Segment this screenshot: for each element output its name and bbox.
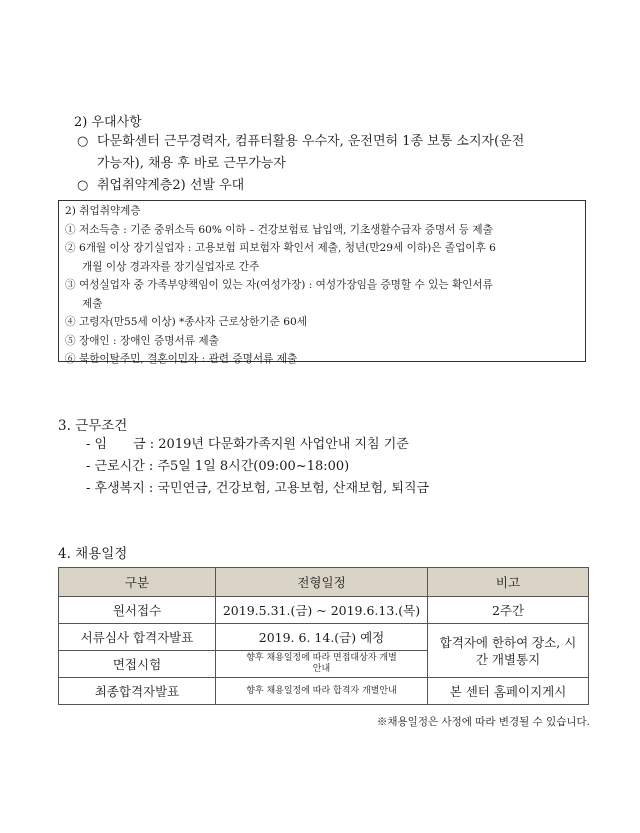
row-date: 향후 채용일정에 따라 면접대상자 개별안내: [216, 651, 428, 678]
preference-item-1: [77, 131, 597, 175]
vulnerable-line-5: ⑤ 장애인 : 장애인 증명서류 제출: [65, 334, 219, 347]
preference-title: 2) 우대사항: [74, 115, 142, 130]
row-note: 2주간: [428, 597, 589, 624]
vulnerable-groups-box: [58, 200, 586, 365]
vulnerable-line-3: ③ 여성실업자 중 가족부양책임이 있는 자(여성가장) : 여성가장임을 증명할 수 있는 확인서류: [65, 279, 493, 291]
row-category: 서류심사 합격자발표: [59, 624, 216, 651]
bullet-circle-icon: ○: [77, 178, 89, 193]
vulnerable-line-4: ④ 고령자(만55세 이상) *종사자 근로상한기준 60세: [65, 316, 307, 328]
preference-item-1-line-1: 다문화센터 근무경력자, 컴퓨터활용 우수자, 운전면허 1종 보통 소지자(운전: [97, 134, 525, 149]
vulnerable-line-6: ⑥ 북한이탈주민, 결혼이민자 : 관련 증명서류 제출: [65, 353, 298, 365]
header-date: 전형일정: [216, 568, 428, 597]
conditions-welfare: - 후생복지 : 국민연금, 건강보험, 고용보험, 산재보험, 퇴직금: [86, 481, 430, 496]
row-category: 원서접수: [59, 597, 216, 624]
schedule-title: 4. 채용일정: [58, 546, 128, 562]
schedule-footnote: ※채용일정은 사정에 따라 변경될 수 있습니다.: [376, 716, 590, 728]
row-category: 최종합격자발표: [59, 678, 216, 705]
header-category: 구분: [59, 568, 216, 597]
row-note: 합격자에 한하여 장소, 시간 개별통지: [428, 624, 589, 678]
vulnerable-line-3-cont: 제출: [82, 297, 103, 310]
vulnerable-line-2-cont: 개월 이상 경과자를 장기실업자로 간주: [82, 260, 260, 273]
row-category: 면접시험: [59, 651, 216, 678]
table-row: [59, 678, 589, 705]
preference-item-2: [77, 175, 597, 197]
row-date: 향후 채용일정에 따라 합격자 개별안내: [216, 678, 428, 705]
row-date: 2019. 6. 14.(금) 예정: [216, 624, 428, 651]
table-row: [59, 624, 589, 651]
table-row: [59, 597, 589, 624]
row-note: 본 센터 홈페이지게시: [428, 678, 589, 705]
vulnerable-box-title: 2) 취업취약계층: [65, 205, 141, 217]
preference-item-2-text: 취업취약계층2) 선발 우대: [97, 178, 245, 193]
schedule-table: [58, 567, 589, 705]
vulnerable-line-1: ① 저소득층 : 기준 중위소득 60% 이하 – 건강보험료 납입액, 기초생활수급자 증명서 등 제출: [65, 223, 493, 236]
header-note: 비고: [428, 568, 589, 597]
vulnerable-line-2: ② 6개월 이상 장기실업자 : 고용보험 피보험자 확인서 제출, 청년(만29세 이하)은 졸업이후 6: [65, 242, 496, 254]
conditions-wage: - 임 금 : 2019년 다문화가족지원 사업안내 지침 기준: [86, 437, 409, 452]
row-date: 2019.5.31.(금) ~ 2019.6.13.(목): [216, 597, 428, 624]
bullet-circle-icon: ○: [77, 134, 89, 149]
conditions-title: 3. 근무조건: [58, 418, 128, 434]
preference-item-1-line-2: 가능자), 채용 후 바로 근무가능자: [97, 156, 286, 171]
schedule-header-row: [59, 568, 589, 597]
conditions-hours: - 근로시간 : 주5일 1일 8시간(09:00~18:00): [86, 459, 350, 474]
